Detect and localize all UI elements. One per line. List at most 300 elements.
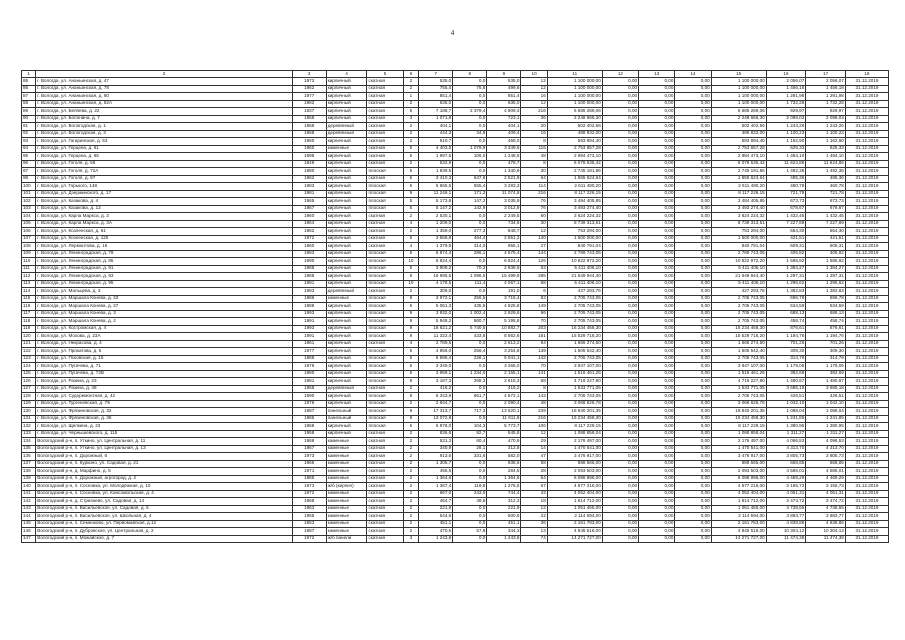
table-cell: 31.12.2019 [845, 243, 888, 251]
table-cell: 0,00 [675, 325, 711, 333]
table-cell: 2 [403, 520, 418, 528]
table-cell: 10 304,12 [766, 528, 806, 536]
table-cell: 2 705 743,05 [711, 393, 766, 401]
table-cell: 721,78 [806, 190, 846, 198]
table-cell: панельный [326, 415, 367, 423]
table-cell: 0,00 [602, 445, 638, 453]
table-cell: 1967 [292, 205, 326, 213]
table-row [22, 190, 889, 198]
table-cell: 8 117 229,15 [547, 423, 602, 431]
table-cell: 2 [403, 123, 418, 131]
table-cell: кирпичный [326, 265, 367, 273]
table-cell: 0,00 [675, 355, 711, 363]
table-cell: 141 [22, 490, 36, 498]
column-number-cell: 15 [711, 71, 766, 78]
table-cell: 142 [22, 498, 36, 506]
table-cell: плоская [367, 198, 403, 206]
table-row [22, 423, 889, 431]
table-cell: 103 [22, 205, 36, 213]
table-cell: 0,00 [602, 393, 638, 401]
table-cell: 0,00 [602, 528, 638, 536]
table-cell: 2 615,3 [487, 378, 521, 386]
table-cell: 12 [521, 505, 547, 513]
table-cell: 228,1 [453, 355, 487, 363]
table-cell: 0,00 [639, 288, 675, 296]
address-cell: Вологодский р-н, п. Уткино, ул. Центральная, д. 11 [36, 438, 292, 446]
table-cell: 696,78 [766, 295, 806, 303]
table-row [22, 513, 889, 521]
table-cell: 4 738,55 [806, 505, 846, 513]
table-cell: 2 551,2 [487, 235, 521, 243]
table-cell: скатная [367, 468, 403, 476]
table-row [22, 340, 889, 348]
table-cell: 111,4 [453, 280, 487, 288]
table-cell: 0,00 [639, 340, 675, 348]
table-cell: 3 972,1 [419, 295, 453, 303]
table-cell: 119,8 [453, 483, 487, 491]
table-cell: 0,00 [639, 453, 675, 461]
table-cell: 4 051,31 [806, 490, 846, 498]
table-row [22, 445, 889, 453]
table-cell: 2 248 666,30 [711, 115, 766, 123]
table-cell: 4 809,3 [487, 108, 521, 116]
table-cell: 31.12.2019 [845, 153, 888, 161]
table-cell: 753 294,00 [711, 228, 766, 236]
table-cell: 2 789,5 [419, 340, 453, 348]
table-cell: 31.12.2019 [845, 303, 888, 311]
table-cell: 1 492,36 [806, 168, 846, 176]
table-row [22, 498, 889, 506]
table-cell: 111 [22, 265, 36, 273]
table-cell: 31.12.2019 [845, 228, 888, 236]
table-cell: 2 155,1 [487, 370, 521, 378]
table-row [22, 220, 889, 228]
table-cell: 149 [521, 303, 547, 311]
table-cell: 344,3 [487, 528, 521, 536]
table-cell: 13 [521, 528, 547, 536]
table-cell: 3 068 626,78 [711, 400, 766, 408]
table-cell: 95 [22, 153, 36, 161]
table-cell: скатная [367, 213, 403, 221]
address-cell: г. Вологда, ул. Разина, д. 23 [36, 378, 292, 386]
table-cell: 1 100,23 [806, 130, 846, 138]
table-cell: 1 296,62 [766, 280, 806, 288]
table-cell: 0,00 [675, 220, 711, 228]
page-number: 4 [450, 29, 455, 37]
table-cell: 106 [22, 228, 36, 236]
table-cell: 0,00 [639, 318, 675, 326]
table-cell: 0,00 [675, 430, 711, 438]
table-cell: 1 243,26 [806, 123, 846, 131]
table-cell: 16 [521, 93, 547, 101]
table-cell: 0,00 [639, 168, 675, 176]
table-cell: 114 [22, 288, 36, 296]
column-number-cell: 12 [602, 71, 638, 78]
table-cell: 285 [521, 273, 547, 281]
table-cell: 625,33 [766, 145, 806, 153]
table-cell: 2 705 743,05 [711, 355, 766, 363]
table-cell: 116 [521, 145, 547, 153]
table-row [22, 123, 889, 131]
table-cell: ж/б (кирпич) [326, 483, 367, 491]
table-cell: 0,00 [639, 228, 675, 236]
table-row [22, 430, 889, 438]
table-cell: 31.12.2019 [845, 213, 888, 221]
address-cell: г. Вологда, ул. Гагаринская, д. 53 [36, 138, 292, 146]
table-cell: 0,00 [602, 280, 638, 288]
table-cell: 0,00 [602, 205, 638, 213]
table-cell: 5 411 406,10 [711, 280, 766, 288]
table-cell: 1 367,4 [419, 483, 453, 491]
address-cell: Вологодский р-н, п. Дорожный, 8 [36, 453, 292, 461]
table-cell: 2 530,1 [419, 213, 453, 221]
table-cell: 0,00 [639, 85, 675, 93]
table-cell: 63 [521, 265, 547, 273]
table-cell: 143 [521, 393, 547, 401]
table-cell: 1 364,6 [419, 475, 453, 483]
table-cell: 1982 [292, 100, 326, 108]
table-cell: 2 161 783,00 [547, 520, 602, 528]
table-cell: 21 649 944,40 [711, 273, 766, 281]
table-cell: 0,00 [639, 348, 675, 356]
table-cell: 1 179,05 [766, 363, 806, 371]
table-cell: 0,00 [639, 363, 675, 371]
table-cell: 2 [403, 78, 418, 86]
table-cell: 1 382,83 [766, 288, 806, 296]
table-cell: 0,00 [602, 153, 638, 161]
table-cell: 2 [403, 138, 418, 146]
table-cell: 3 558,8 [419, 235, 453, 243]
table-cell: 5 [403, 363, 418, 371]
table-cell: 0,00 [639, 513, 675, 521]
table-cell: 36 [521, 115, 547, 123]
table-cell: 0,00 [675, 333, 711, 341]
table-cell: 60 [521, 213, 547, 221]
table-cell: 31.12.2019 [845, 108, 888, 116]
table-cell: плоская [367, 183, 403, 191]
table-cell: 1 666 274,50 [711, 340, 766, 348]
table-cell: 0,00 [675, 303, 711, 311]
table-row [22, 85, 889, 93]
table-cell: 6 874,4 [419, 250, 453, 258]
table-cell: 667,0 [419, 490, 453, 498]
table-cell: 141 [521, 370, 547, 378]
table-cell: 0,00 [675, 153, 711, 161]
table-cell: 5 [403, 355, 418, 363]
address-cell: г. Вологда, ул. Разина, д. 48 [36, 385, 292, 393]
table-cell: 488 832,00 [547, 130, 602, 138]
table-cell: каменные [326, 498, 367, 506]
table-cell: 836,6 [419, 430, 453, 438]
table-cell: 3 349,6 [487, 145, 521, 153]
table-cell: 14 271 727,00 [711, 535, 766, 543]
table-cell: 2 176 497,00 [547, 438, 602, 446]
table-cell: 239 [521, 408, 547, 416]
table-cell: 1 162,90 [806, 138, 846, 146]
table-cell: 0,00 [602, 115, 638, 123]
table-cell: кирпичный [326, 318, 367, 326]
table-cell: 31.12.2019 [845, 205, 888, 213]
table-cell: каменные [326, 453, 367, 461]
table-cell: 1 042,10 [766, 400, 806, 408]
table-cell: 1988 [292, 303, 326, 311]
address-cell: Вологодский р-н, п. Куркино, ул. Садовая, д. 21 [36, 460, 292, 468]
table-cell: 593 894,40 [711, 138, 766, 146]
table-cell: 1 340,9 [487, 168, 521, 176]
table-cell: 451,1 [419, 520, 453, 528]
address-cell: Вологодский р-н, д. Стризнево, ул. Садовая, д. 14 [36, 498, 292, 506]
table-cell: 1 [403, 93, 418, 101]
table-row [22, 400, 889, 408]
table-row [22, 243, 889, 251]
table-cell: 2 705 743,05 [547, 295, 602, 303]
table-cell: 98 [22, 175, 36, 183]
table-cell: 30 [521, 220, 547, 228]
table-cell: 127 [22, 385, 36, 393]
table-cell: 4 856,0 [419, 348, 453, 356]
table-cell: каменные [326, 475, 367, 483]
table-cell: 1972 [292, 490, 326, 498]
table-cell: кирпичный [326, 108, 367, 116]
table-cell: 4 067,1 [487, 280, 521, 288]
table-cell: 31.12.2019 [845, 385, 888, 393]
table-row [22, 205, 889, 213]
table-cell: 18 840 201,35 [711, 408, 766, 416]
table-cell: 0,00 [675, 273, 711, 281]
table-row [22, 153, 889, 161]
table-cell: 0,00 [675, 498, 711, 506]
table-cell: 0,00 [602, 108, 638, 116]
table-cell: 4 675,4 [487, 250, 521, 258]
table-cell: 0,00 [602, 348, 638, 356]
table-cell: 0,00 [639, 483, 675, 491]
table-cell: 0,00 [602, 175, 638, 183]
table-cell: 125 [22, 370, 36, 378]
table-cell: кирпичный [326, 93, 367, 101]
table-cell: 1 088 858,04 [711, 430, 766, 438]
address-cell: г. Вологда, ул. Ананьинская, д. 47 [36, 78, 292, 86]
table-cell: 1 432,45 [806, 213, 846, 221]
table-cell: 4 845 516,00 [711, 528, 766, 536]
table-cell: 0,00 [675, 400, 711, 408]
table-cell: 146 [22, 528, 36, 536]
table-row [22, 78, 889, 86]
table-cell: 2 753 657,28 [547, 145, 602, 153]
table-cell: 5 773,7 [487, 423, 521, 431]
table-cell: 31.12.2019 [845, 123, 888, 131]
table-cell: 0,00 [639, 175, 675, 183]
table-cell: 31.12.2019 [845, 318, 888, 326]
table-cell: 0,00 [639, 475, 675, 483]
table-cell: 2 161 783,00 [711, 520, 766, 528]
table-cell: 2 098,03 [766, 115, 806, 123]
table-cell: 5 665,5 [419, 183, 453, 191]
table-cell: 0,00 [675, 130, 711, 138]
table-cell: 0,00 [639, 220, 675, 228]
table-cell: 112 [22, 273, 36, 281]
table-cell: 0,00 [602, 130, 638, 138]
table-row [22, 393, 889, 401]
table-cell: 10 882,7 [487, 325, 521, 333]
table-cell: 314,0 [453, 243, 487, 251]
table-cell: кирпичный [326, 235, 367, 243]
table-cell: 1 194,76 [766, 333, 806, 341]
table-cell: 31.12.2019 [845, 355, 888, 363]
table-cell: 1 614 712,00 [547, 498, 602, 506]
table-cell: 5 147,2 [419, 205, 453, 213]
table-cell: 609,31 [766, 243, 806, 251]
table-cell: скатная [367, 228, 403, 236]
table-cell: 5 411 406,10 [547, 265, 602, 273]
table-cell: 2 [403, 528, 418, 536]
table-cell: скатная [367, 138, 403, 146]
table-cell: каменные [326, 445, 367, 453]
column-number-cell: 2 [36, 71, 292, 78]
table-cell: 31.12.2019 [845, 468, 888, 476]
table-cell: 0,0 [453, 468, 487, 476]
table-cell: 1965 [292, 198, 326, 206]
table-cell: 4 577 216,00 [711, 483, 766, 491]
address-cell: г. Вологда, ул. Вологодская, д. 1 [36, 123, 292, 131]
table-row [22, 505, 889, 513]
table-cell: кирпичный [326, 348, 367, 356]
table-row [22, 348, 889, 356]
table-cell: 2 613,2 [487, 340, 521, 348]
address-cell: г. Вологда, ул. Маршала Конева, д. 23 [36, 295, 292, 303]
table-cell: скатная [367, 288, 403, 296]
table-cell: 1980 [292, 370, 326, 378]
table-cell: 93 [22, 138, 36, 146]
table-row [22, 168, 889, 176]
table-cell: 3 883,77 [766, 513, 806, 521]
table-cell: 36 [521, 520, 547, 528]
table-cell: 0,00 [639, 115, 675, 123]
address-cell: г. Вологда, ул. Карла Маркса, д. 3 [36, 213, 292, 221]
table-cell: 0,00 [639, 430, 675, 438]
table-cell: 4 625,8 [487, 303, 521, 311]
table-cell: 0,00 [602, 213, 638, 221]
table-cell: 89 [22, 108, 36, 116]
address-cell: г. Вологда, ул. Козленская, д. 61 [36, 228, 292, 236]
table-cell: 75,8 [453, 85, 487, 93]
table-cell: 2 745 191,86 [547, 168, 602, 176]
column-number-cell: 1 [22, 71, 36, 78]
table-cell: 1 585,92 [806, 258, 846, 266]
table-cell: 0,00 [602, 355, 638, 363]
table-cell: 1 100 000,00 [711, 100, 766, 108]
table-cell: 1 088,04 [766, 408, 806, 416]
table-cell: 31.12.2019 [845, 460, 888, 468]
table-cell: 0,00 [639, 520, 675, 528]
table-cell: 143 [22, 505, 36, 513]
table-cell: плоская [367, 168, 403, 176]
table-cell: 74 [521, 535, 547, 543]
table-cell: 3 805,73 [806, 453, 846, 461]
table-cell: 2 090,4 [487, 400, 521, 408]
table-cell: 500,6 [487, 513, 521, 521]
address-cell: г. Вологда, ул. Ананьинская, д. 78 [36, 85, 292, 93]
table-cell: 256,4 [453, 348, 487, 356]
table-cell: 2 705 743,05 [547, 393, 602, 401]
table-cell: 2 [403, 475, 418, 483]
table-cell: 723,1 [487, 115, 521, 123]
address-cell: г. Вологда, ул. Болонина, д. 7 [36, 115, 292, 123]
table-cell: 31.12.2019 [845, 310, 888, 318]
table-cell: 31.12.2019 [845, 273, 888, 281]
table-cell: 1988 [292, 355, 326, 363]
table-cell: 3 685,18 [766, 385, 806, 393]
table-cell: каменные [326, 145, 367, 153]
table-cell: кирпичный [326, 423, 367, 431]
table-cell: 31.12.2019 [845, 408, 888, 416]
table-cell: 82,7 [453, 430, 487, 438]
table-row [22, 460, 889, 468]
table-cell: плоская [367, 333, 403, 341]
table-cell: 1 384,27 [806, 265, 846, 273]
address-cell: г. Вологда, ул. Маршала Конева, д. 3 [36, 310, 292, 318]
table-cell: 4 052 404,00 [547, 490, 602, 498]
table-cell: 2 745 191,86 [711, 168, 766, 176]
table-cell: кирпичный [326, 333, 367, 341]
table-cell: 31.12.2019 [845, 288, 888, 296]
table-cell: 673,73 [766, 198, 806, 206]
table-cell: 181 [521, 333, 547, 341]
table-cell: 31.12.2019 [845, 393, 888, 401]
address-cell: г. Вологда, ул. Псковская, д. 15 [36, 355, 292, 363]
table-cell: кирпичный [326, 340, 367, 348]
table-cell: кирпичный [326, 78, 367, 86]
table-cell: 1 732,28 [766, 100, 806, 108]
table-cell: 1 291,98 [766, 93, 806, 101]
table-cell: 0,00 [602, 100, 638, 108]
table-cell: 10 822 972,20 [711, 258, 766, 266]
table-cell: 284,5 [487, 468, 521, 476]
table-cell: 1 839,5 [419, 168, 453, 176]
table-cell: 696,78 [806, 295, 846, 303]
table-cell: 8 [521, 160, 547, 168]
table-cell: 1 051 465,00 [547, 505, 602, 513]
table-row [22, 528, 889, 536]
table-cell: 0,00 [639, 408, 675, 416]
table-cell: 0,00 [675, 318, 711, 326]
table-row [22, 378, 889, 386]
table-cell: 0,00 [639, 235, 675, 243]
table-cell: 6 098 896,00 [711, 475, 766, 483]
table-cell: 31.12.2019 [845, 145, 888, 153]
table-row [22, 438, 889, 446]
table-cell: 717,3 [453, 408, 487, 416]
table-cell: 0,00 [639, 153, 675, 161]
table-cell: 0,0 [453, 138, 487, 146]
table-cell: скатная [367, 243, 403, 251]
table-cell: кирпичный [326, 205, 367, 213]
table-cell: кирпичный [326, 310, 367, 318]
table-cell: 31.12.2019 [845, 430, 888, 438]
table-cell: плоская [367, 355, 403, 363]
table-cell: 2 [403, 288, 418, 296]
table-cell: 31.12.2019 [845, 175, 888, 183]
table-cell: 314,79 [766, 355, 806, 363]
table-cell: 5 411 406,10 [711, 265, 766, 273]
table-cell: 2 [403, 430, 418, 438]
table-cell: скатная [367, 445, 403, 453]
table-cell: 433,8 [453, 333, 487, 341]
table-cell: плоская [367, 393, 403, 401]
table-cell: 0,00 [675, 483, 711, 491]
table-cell: 0,00 [639, 138, 675, 146]
table-cell: 1981 [292, 190, 326, 198]
table-cell: 3 715,4 [487, 295, 521, 303]
